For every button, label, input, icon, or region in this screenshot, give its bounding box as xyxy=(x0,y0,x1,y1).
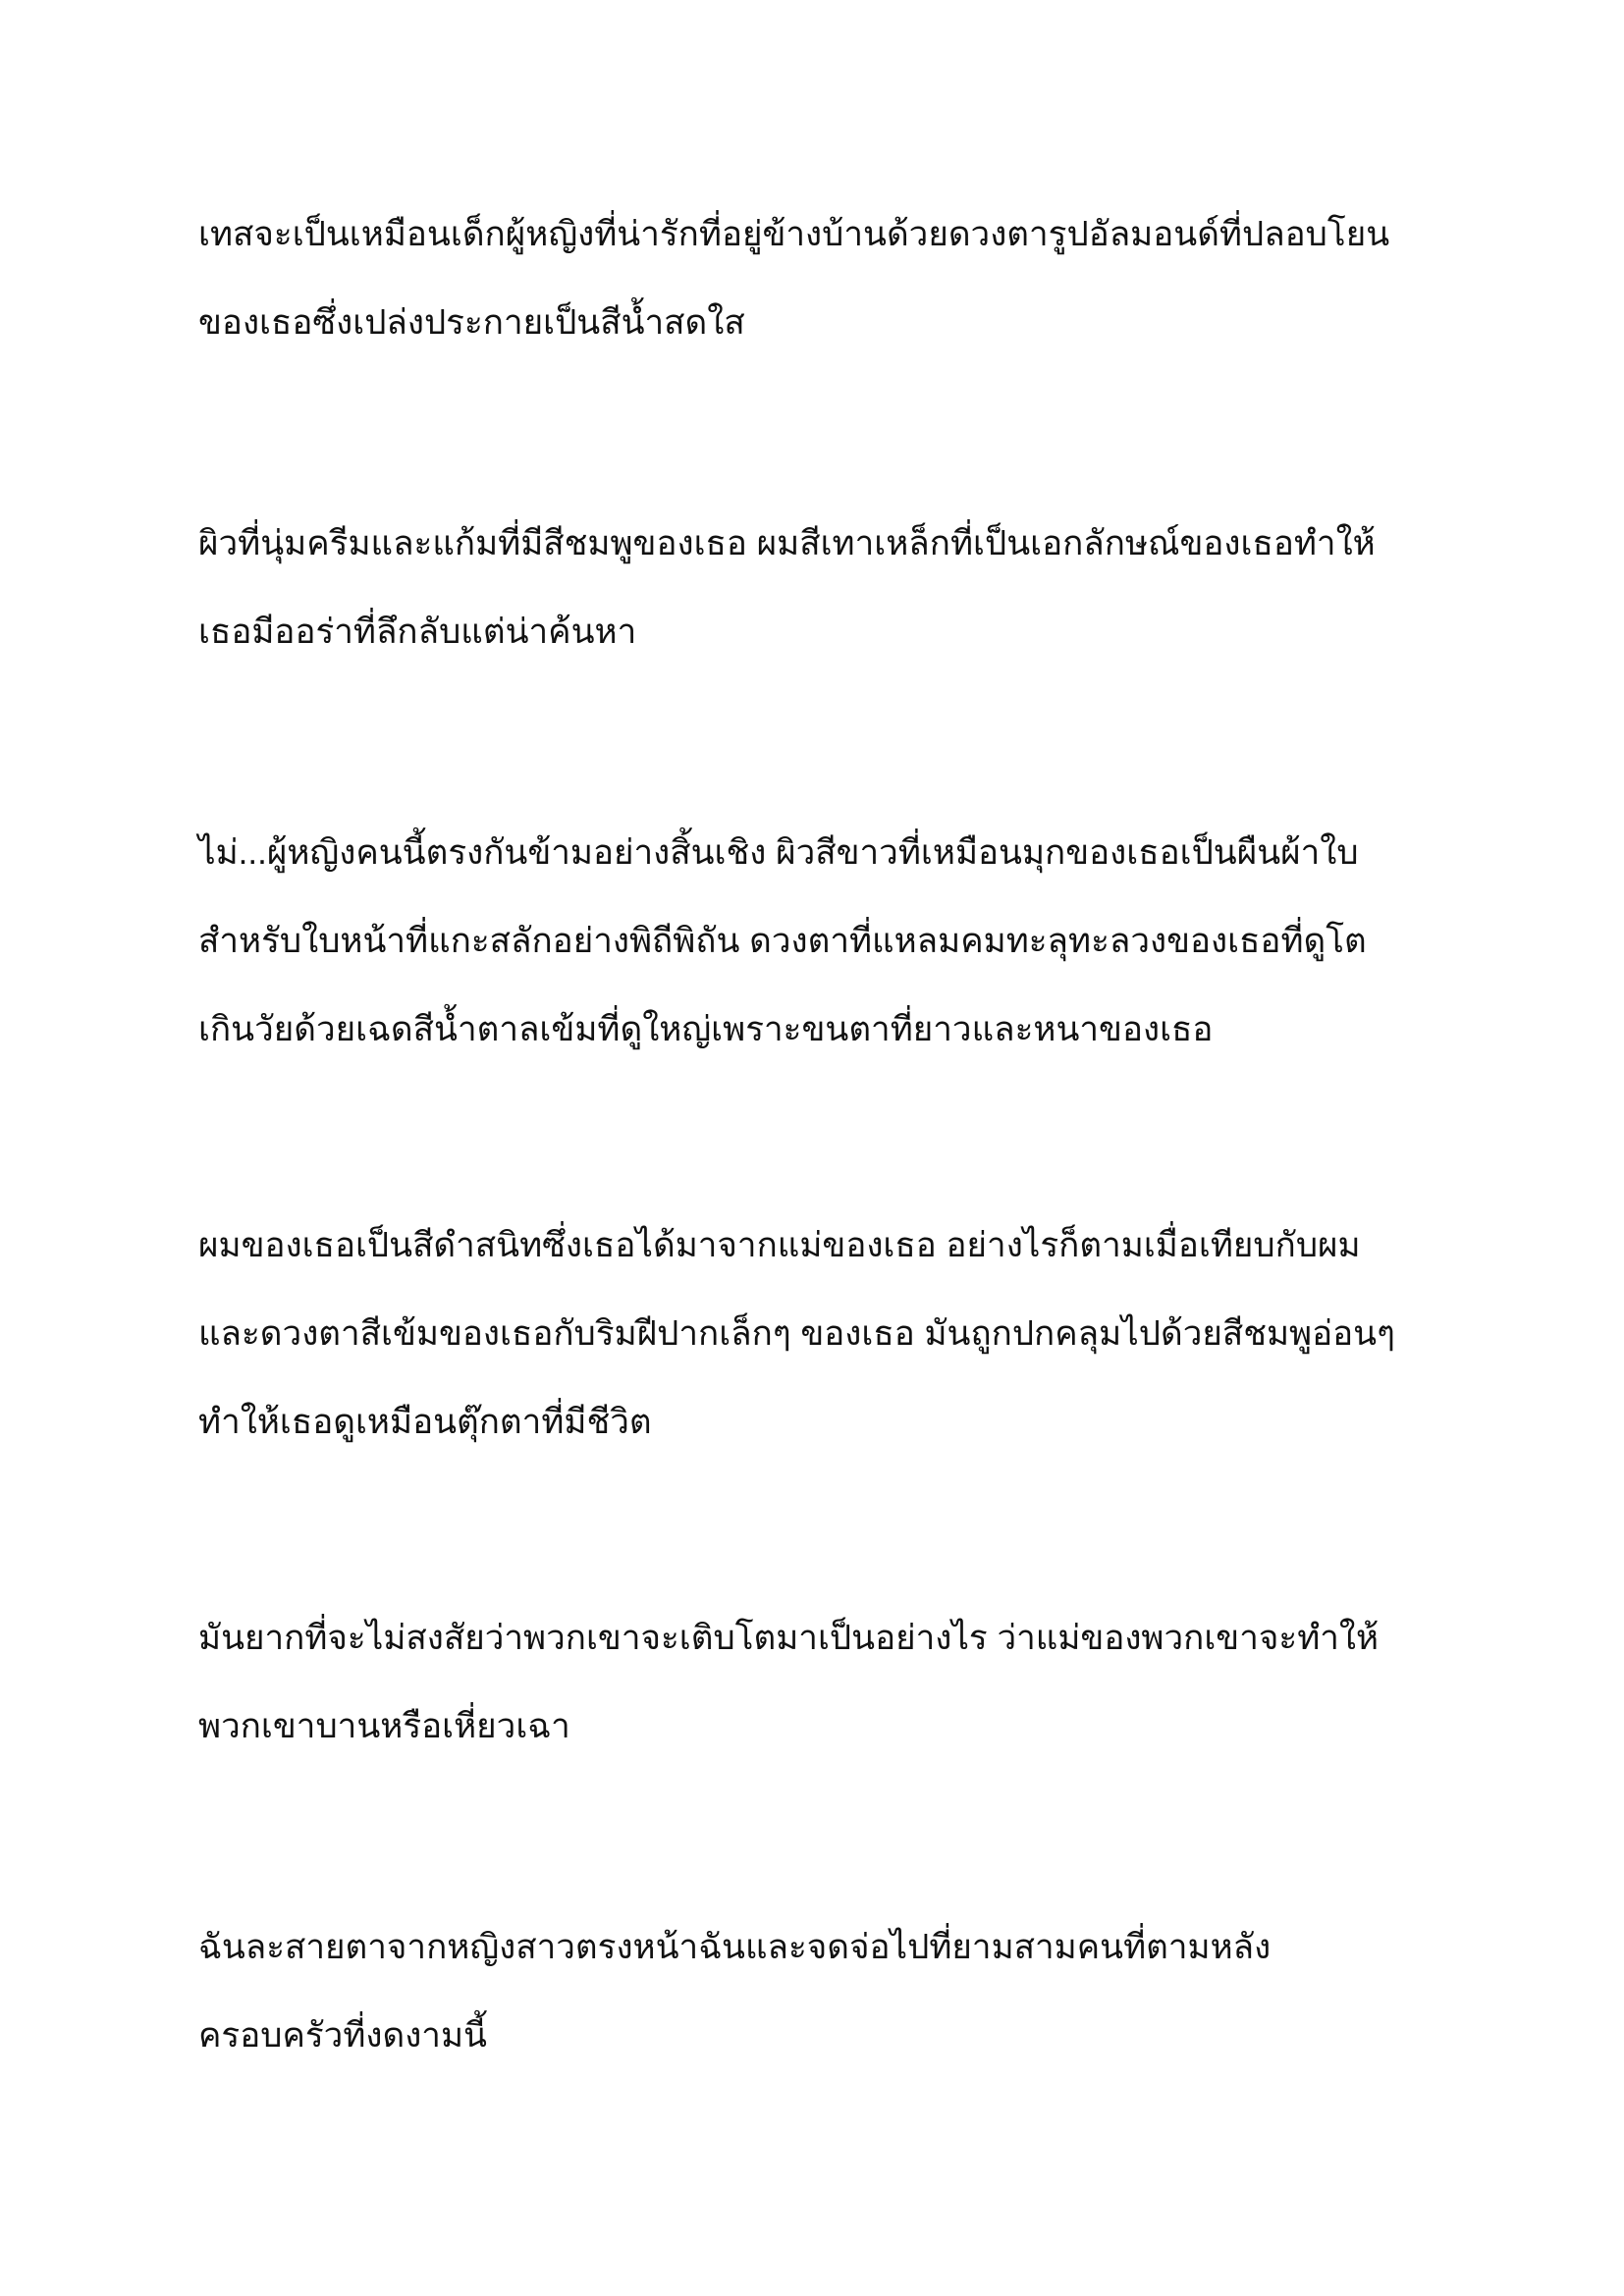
paragraph-line: ฉันละสายตาจากหญิงสาวตรงหน้าฉันและจดจ่อไปที่ยามสามคนที่ตามหลัง xyxy=(198,1928,1272,1966)
paragraph-line: เกินวัยด้วยเฉดสีน้ำตาลเข้มที่ดูใหญ่เพราะขนตาที่ยาวและหนาของเธอ xyxy=(198,1010,1214,1048)
paragraph-4 xyxy=(198,1201,1465,1467)
paragraph-line: เทสจะเป็นเหมือนเด็กผู้หญิงที่น่ารักที่อยู่ข้างบ้านด้วยดวงตารูปอัลมอนด์ที่ปลอบโยน xyxy=(198,215,1390,253)
paragraph-line: ผมของเธอเป็นสีดำสนิทซึ่งเธอได้มาจากแม่ของเธอ อย่างไรก็ตามเมื่อเทียบกับผม xyxy=(198,1226,1361,1264)
paragraph-line: เธอมีออร่าที่ลึกลับแต่น่าค้นหา xyxy=(198,613,637,651)
paragraph-line: ของเธอซึ่งเปล่งประกายเป็นสีน้ำสดใส xyxy=(198,303,745,342)
paragraph-line: ทำให้เธอดูเหมือนตุ๊กตาที่มีชีวิต xyxy=(198,1403,652,1441)
paragraph-3 xyxy=(198,809,1465,1074)
paragraph-5 xyxy=(198,1594,1465,1771)
paragraph-line: ไม่...ผู้หญิงคนนี้ตรงกันข้ามอย่างสิ้นเชิง ผิวสีขาวที่เหมือนมุกของเธอเป็นผืนผ้าใบ xyxy=(198,833,1359,872)
paragraph-line: ผิวที่นุ่มครีมและแก้มที่มีสีชมพูของเธอ ผมสีเทาเหล็กที่เป็นเอกลักษณ์ของเธอทำให้ xyxy=(198,524,1376,562)
paragraph-line: ครอบครัวที่งดงามนี้ xyxy=(198,2016,487,2055)
paragraph-line: มันยากที่จะไม่สงสัยว่าพวกเขาจะเติบโตมาเป็นอย่างไร ว่าแม่ของพวกเขาจะทำให้ xyxy=(198,1619,1380,1657)
paragraph-6 xyxy=(198,1903,1465,2080)
paragraph-1 xyxy=(198,190,1465,367)
paragraph-line: สำหรับใบหน้าที่แกะสลักอย่างพิถีพิถัน ดวงตาที่แหลมคมทะลุทะลวงของเธอที่ดูโต xyxy=(198,922,1367,960)
paragraph-line: และดวงตาสีเข้มของเธอกับริมฝีปากเล็กๆ ของเธอ มันถูกปกคลุมไปด้วยสีชมพูอ่อนๆ xyxy=(198,1314,1395,1353)
paragraph-line: พวกเขาบานหรือเหี่ยวเฉา xyxy=(198,1707,570,1745)
paragraph-2 xyxy=(198,500,1465,676)
